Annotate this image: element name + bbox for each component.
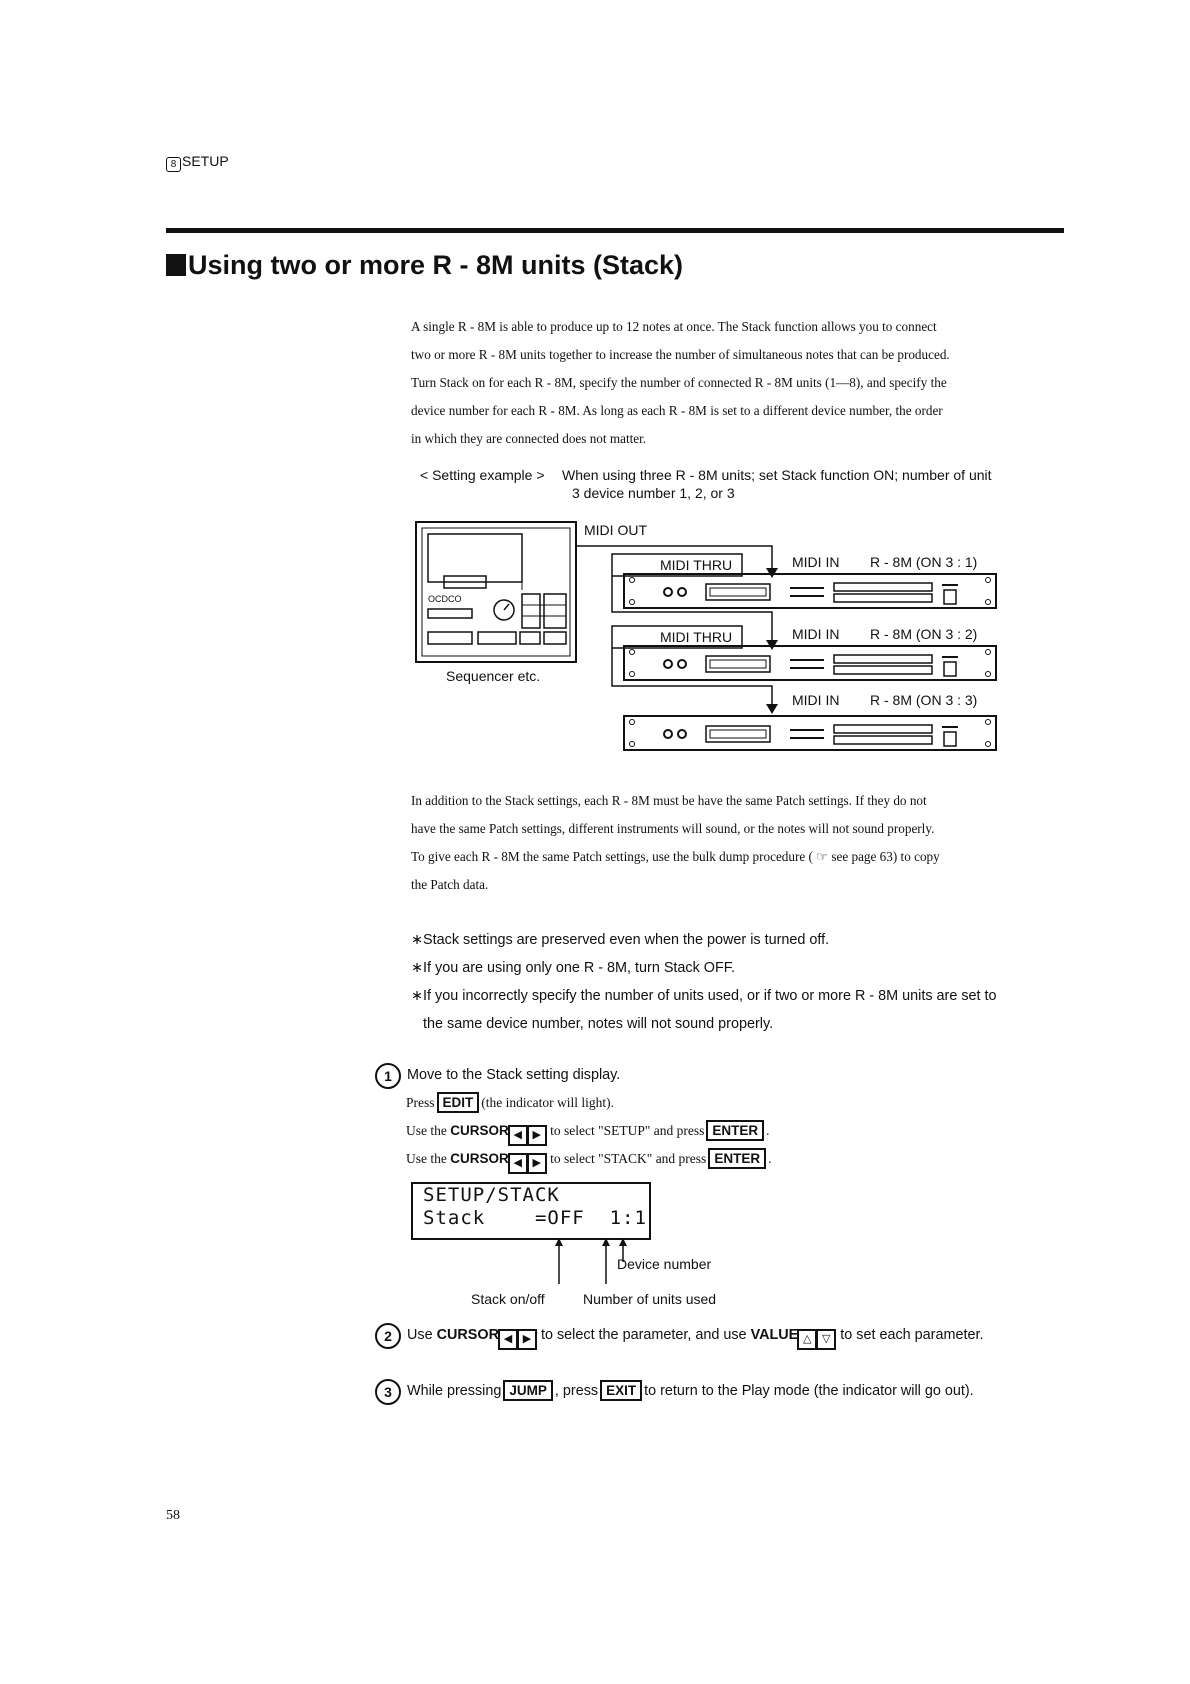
- value-down-key: ▽: [816, 1329, 836, 1350]
- r8m-unit-2: [624, 646, 996, 680]
- sequencer-device: [416, 522, 576, 662]
- cursor-right-key: ▶: [527, 1153, 547, 1174]
- step-1-text: Move to the Stack setting display.: [407, 1067, 621, 1083]
- addition-line: the Patch data.: [411, 877, 489, 892]
- cursor-right-key: ▶: [517, 1329, 537, 1350]
- cursor-label: CURSOR: [450, 1151, 509, 1166]
- enter-key: ENTER: [706, 1120, 764, 1141]
- stack-connection-diagram: [414, 516, 1014, 772]
- cursor-right-key: ▶: [527, 1125, 547, 1146]
- intro-paragraph: [411, 313, 1071, 453]
- note-item-continued: the same device number, notes will not sound properly.: [423, 1016, 774, 1032]
- addition-line: In addition to the Stack settings, each R - 8M must be have the same Patch settings. If they do not: [411, 793, 927, 808]
- step-1: [375, 1061, 620, 1089]
- section-label: SETUP: [182, 153, 229, 169]
- midi-in-label-3: MIDI IN: [792, 692, 840, 708]
- cursor-left-key: ◀: [508, 1153, 528, 1174]
- select-setup-text: to select "SETUP" and press: [550, 1123, 705, 1138]
- step-1-press-edit: [406, 1089, 614, 1117]
- after-text: to return to the Play mode (the indicator will go out).: [644, 1383, 974, 1399]
- edit-after-text: (the indicator will light).: [481, 1095, 615, 1110]
- midi-thru-label-2: MIDI THRU: [660, 629, 733, 645]
- lcd-line-1: SETUP/STACK: [423, 1184, 560, 1206]
- unit-label-2: R - 8M (ON 3 : 2): [870, 626, 978, 642]
- sequencer-label: Sequencer etc.: [446, 668, 541, 684]
- lcd-line-2: Stack =OFF 1:1: [423, 1207, 647, 1229]
- use-the-text: Use the: [406, 1151, 447, 1166]
- setting-example-line1: When using three R - 8M units; set Stack function ON; number of unit: [562, 467, 992, 483]
- units-used-label: Number of units used: [583, 1291, 717, 1307]
- page-title: [166, 250, 683, 281]
- use-the-text: Use the: [406, 1123, 447, 1138]
- jump-key: JUMP: [503, 1380, 553, 1401]
- press-text: Press: [406, 1095, 435, 1110]
- step-number-2: 2: [375, 1323, 401, 1349]
- r8m-unit-1: [624, 574, 996, 608]
- step-1-select-setup: [406, 1117, 770, 1146]
- period: .: [768, 1151, 772, 1166]
- section-header: [166, 153, 229, 172]
- intro-line: A single R - 8M is able to produce up to 12 notes at once. The Stack function allows you to connect: [411, 319, 937, 334]
- setting-example: [420, 466, 992, 502]
- intro-line: two or more R - 8M units together to increase the number of simultaneous notes that can be produced.: [411, 347, 950, 362]
- select-stack-text: to select "STACK" and press: [550, 1151, 707, 1166]
- use-text: Use: [407, 1327, 433, 1343]
- intro-line: device number for each R - 8M. As long as each R - 8M is set to a different device number, the order: [411, 403, 943, 418]
- title-text: Using two or more R - 8M units (Stack): [188, 250, 684, 280]
- cursor-left-key: ◀: [508, 1125, 528, 1146]
- title-bullet-icon: [166, 254, 186, 276]
- header-rule: [166, 228, 1064, 233]
- value-label: VALUE: [750, 1327, 799, 1343]
- set-each-text: to set each parameter.: [840, 1327, 984, 1343]
- midi-out-label: MIDI OUT: [584, 522, 647, 538]
- unit-label-3: R - 8M (ON 3 : 3): [870, 692, 978, 708]
- setting-example-line2: 3 device number 1, 2, or 3: [572, 485, 735, 501]
- intro-line: in which they are connected does not matter.: [411, 431, 647, 446]
- enter-key: ENTER: [708, 1148, 766, 1169]
- cursor-left-key: ◀: [498, 1329, 518, 1350]
- addition-line: have the same Patch settings, different instruments will sound, or the notes will not sound properly.: [411, 821, 935, 836]
- arrow-up-icon: [555, 1238, 563, 1246]
- step-number-1: 1: [375, 1063, 401, 1089]
- intro-line: Turn Stack on for each R - 8M, specify the number of connected R - 8M units (1—8), and specify the: [411, 375, 947, 390]
- arrow-up-icon: [619, 1238, 627, 1246]
- lcd-callouts: [411, 1236, 741, 1316]
- midi-in-label-1: MIDI IN: [792, 554, 840, 570]
- addition-line: To give each R - 8M the same Patch settings, use the bulk dump procedure ( ☞ see page 63) to copy: [411, 849, 940, 864]
- step-number-3: 3: [375, 1379, 401, 1405]
- cursor-label: CURSOR: [450, 1123, 509, 1138]
- stack-onoff-label: Stack on/off: [471, 1291, 545, 1307]
- note-item: ∗Stack settings are preserved even when the power is turned off.: [411, 932, 830, 948]
- notes-list: [411, 926, 1071, 1038]
- setting-example-label: < Setting example >: [420, 467, 545, 483]
- edit-key: EDIT: [437, 1092, 480, 1113]
- svg-text:OCDCO: OCDCO: [428, 594, 462, 604]
- midi-in-label-2: MIDI IN: [792, 626, 840, 642]
- note-item: ∗If you are using only one R - 8M, turn Stack OFF.: [411, 960, 735, 976]
- step-3: [375, 1377, 974, 1405]
- exit-key: EXIT: [600, 1380, 642, 1401]
- while-text: While pressing: [407, 1383, 502, 1399]
- period: .: [766, 1123, 770, 1138]
- step-1-select-stack: [406, 1145, 771, 1174]
- patch-settings-paragraph: [411, 787, 1071, 899]
- press-text: , press: [554, 1383, 599, 1399]
- lcd-display: [411, 1182, 651, 1240]
- device-number-label: Device number: [617, 1256, 712, 1272]
- step-2: [375, 1321, 983, 1350]
- value-up-key: △: [797, 1329, 817, 1350]
- midi-thru-label-1: MIDI THRU: [660, 557, 733, 573]
- section-number-badge: 8: [166, 157, 181, 172]
- arrow-up-icon: [602, 1238, 610, 1246]
- page-number: 58: [166, 1508, 180, 1523]
- cursor-label: CURSOR: [436, 1327, 499, 1343]
- select-param-text: to select the parameter, and use: [540, 1327, 747, 1343]
- arrow-down-icon: [766, 704, 778, 714]
- r8m-unit-3: [624, 716, 996, 750]
- note-item: ∗If you incorrectly specify the number of units used, or if two or more R - 8M units are set to: [411, 988, 997, 1004]
- unit-label-1: R - 8M (ON 3 : 1): [870, 554, 978, 570]
